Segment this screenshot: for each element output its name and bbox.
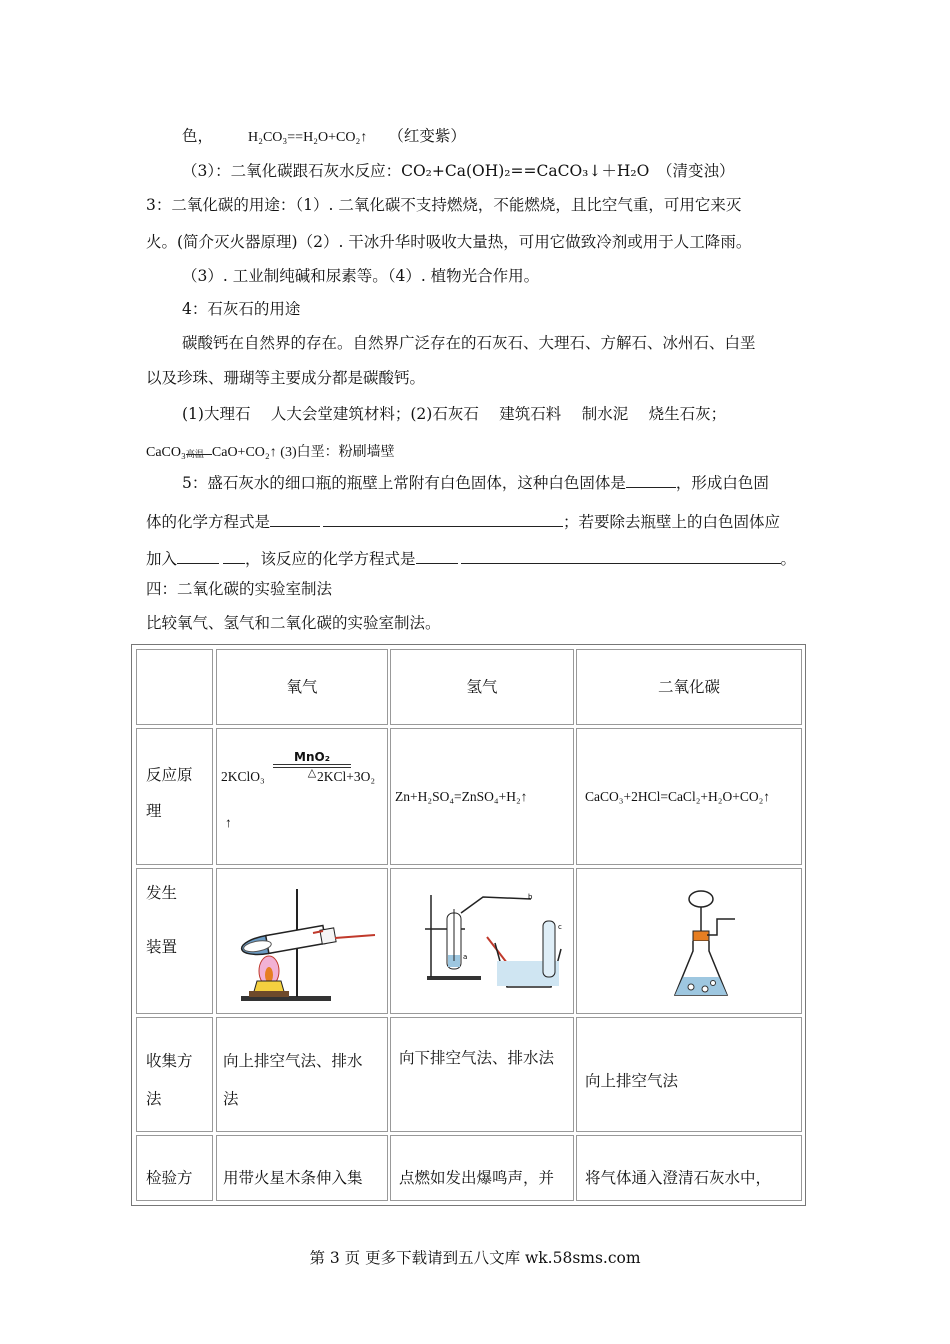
co2-apparatus-diagram xyxy=(577,869,801,1013)
equation-carbonic-acid: H₂CO₃==H₂O+CO₂↑ xyxy=(247,130,368,145)
label-device-2: 装置 xyxy=(146,938,178,956)
test-cell-co2 xyxy=(576,1135,802,1201)
label-a: a xyxy=(463,953,468,961)
label-principle-1: 反应原 xyxy=(146,766,193,784)
test-tube xyxy=(240,926,326,958)
o2-reactant: 2KClO₃ xyxy=(221,769,265,784)
heading-section-4: 四：二氧化碳的实验室制法 xyxy=(146,580,333,598)
test-hydrogen: 点燃如发出爆鸣声，并 xyxy=(399,1169,555,1187)
answer-blank-2a[interactable] xyxy=(270,512,320,527)
h2-collection-tube xyxy=(543,921,555,977)
question-5-b: ，形成白色固 xyxy=(675,474,769,492)
intro-comparison: 比较氧气、氢气和二氧化碳的实验室制法。 xyxy=(146,614,441,632)
marble-chip-2 xyxy=(702,986,708,992)
label-c: c xyxy=(558,923,562,931)
label-cell-test xyxy=(136,1135,213,1201)
question-5-f: ，该反应的化学方程式是 xyxy=(245,550,416,568)
answer-blank-4a[interactable] xyxy=(416,549,458,564)
header-co2: 二氧化碳 xyxy=(657,678,720,696)
label-cell-collect xyxy=(136,1017,213,1132)
co2-delivery-tube xyxy=(707,919,735,935)
label-test-1: 检验方 xyxy=(146,1169,193,1187)
label-device-1: 发生 xyxy=(146,884,178,902)
comparison-table xyxy=(131,644,806,1206)
question-5-a: 5：盛石灰水的细口瓶的瓶壁上常附有白色固体，这种白色固体是 xyxy=(182,474,626,492)
question-5-d: ；若要除去瓶壁上的白色固体应 xyxy=(563,513,781,531)
para-calcium-carbonate-2: 以及珍珠、珊瑚等主要成分都是碳酸钙。 xyxy=(146,369,426,387)
test-cell-oxygen xyxy=(216,1135,388,1201)
header-cell-oxygen xyxy=(216,649,388,725)
collect-oxygen-1: 向上排空气法、排水 xyxy=(223,1052,363,1070)
marble-chip-3 xyxy=(711,981,716,986)
device-cell-oxygen xyxy=(216,868,388,1014)
header-cell-empty xyxy=(136,649,213,725)
label-collect-1: 收集方 xyxy=(146,1052,193,1070)
principle-cell-co2 xyxy=(576,728,802,865)
collect-cell-co2 xyxy=(576,1017,802,1132)
question-5-e: 加入 xyxy=(146,550,178,568)
co2-stopper xyxy=(693,931,709,941)
answer-blank-3a[interactable] xyxy=(177,549,219,564)
device-cell-co2 xyxy=(576,868,802,1014)
label-principle-2: 理 xyxy=(146,802,162,820)
stand-base-h2 xyxy=(427,976,481,980)
text-color: 色， xyxy=(182,127,214,145)
test-co2: 将气体通入澄清石灰水中， xyxy=(585,1169,772,1187)
label-cell-principle xyxy=(136,728,213,865)
oxygen-apparatus-diagram xyxy=(217,869,387,1013)
long-neck-funnel xyxy=(689,891,713,907)
para-calcium-carbonate-1: 碳酸钙在自然界的存在。自然界广泛存在的石灰石、大理石、方解石、冰州石、白垩 xyxy=(182,334,756,352)
page-footer: 第 3 页 更多下载请到五八文库 wk.58sms.com xyxy=(309,1249,641,1267)
heading-limestone-uses: 4：石灰石的用途 xyxy=(182,300,301,318)
device-cell-hydrogen xyxy=(390,868,574,1014)
h2-equation: Zn+H₂SO₄=ZnSO₄+H₂↑ xyxy=(395,789,528,804)
note-red-purple: （红变紫） xyxy=(388,127,466,145)
collect-cell-oxygen xyxy=(216,1017,388,1132)
o2-products: 2KCl+3O₂ xyxy=(317,769,376,784)
equation-double-line xyxy=(186,454,212,455)
o2-heat-symbol: △ xyxy=(307,766,317,779)
header-oxygen: 氧气 xyxy=(286,678,318,696)
co2-equation: CaCO₃+2HCl=CaCl₂+H₂O+CO₂↑ xyxy=(585,789,771,804)
marble-chip-1 xyxy=(688,984,694,990)
answer-blank-1[interactable] xyxy=(626,473,676,488)
header-hydrogen: 氢气 xyxy=(466,678,498,696)
o2-eq-line-1 xyxy=(273,764,351,765)
principle-cell-oxygen xyxy=(216,728,388,865)
period: 。 xyxy=(780,550,797,568)
question-5-c: 体的化学方程式是 xyxy=(146,513,271,531)
label-collect-2: 法 xyxy=(146,1090,162,1108)
condition-high-temp: 高温 xyxy=(185,450,204,460)
test-oxygen: 用带火星木条伸入集 xyxy=(223,1169,363,1187)
equation-products-chalk: CaO+CO₂↑ (3)白垩：粉刷墙壁 xyxy=(211,445,395,460)
collect-cell-hydrogen xyxy=(390,1017,574,1132)
line-co2-uses-2: 火。(简介灭火器原理)（2）. 干冰升华时吸收大量热，可用它做致冷剂或用于人工降雨。 xyxy=(146,233,752,251)
collect-hydrogen: 向下排空气法、排水法 xyxy=(399,1049,555,1067)
header-cell-hydrogen xyxy=(390,649,574,725)
o2-catalyst: MnO₂ xyxy=(294,750,330,764)
line-co2-uses-1: 3：二氧化碳的用途：（1）. 二氧化碳不支持燃烧，不能燃烧，且比空气重，可用它来灭 xyxy=(146,196,742,214)
label-b: b xyxy=(528,893,533,901)
test-cell-hydrogen xyxy=(390,1135,574,1201)
o2-up-arrow: ↑ xyxy=(225,815,232,830)
h2-delivery-tube xyxy=(461,897,531,913)
collect-oxygen-2: 法 xyxy=(223,1090,239,1108)
collect-co2: 向上排空气法 xyxy=(585,1072,679,1090)
line-limestone-items: (1)大理石 人大会堂建筑材料；(2)石灰石 建筑石料 制水泥 烧生石灰； xyxy=(182,405,727,423)
line-limewater-reaction: （3）：二氧化碳跟石灰水反应：CO₂+Ca(OH)₂==CaCO₃↓＋H₂O （清变浊） xyxy=(182,162,735,180)
delivery-tube xyxy=(335,935,375,938)
equation-caco3: CaCO₃ xyxy=(146,445,186,460)
co2-acid-liquid xyxy=(675,977,727,995)
hydrogen-apparatus-diagram xyxy=(391,869,573,1013)
answer-blank-4b[interactable] xyxy=(461,549,781,564)
lamp-base xyxy=(249,991,289,997)
answer-blank-3b[interactable] xyxy=(223,549,245,564)
header-cell-co2 xyxy=(576,649,802,725)
label-cell-device xyxy=(136,868,213,1014)
answer-blank-2b[interactable] xyxy=(323,512,563,527)
line-co2-uses-3: （3）. 工业制纯碱和尿素等。（4）. 植物光合作用。 xyxy=(182,267,540,285)
principle-cell-hydrogen xyxy=(390,728,574,865)
